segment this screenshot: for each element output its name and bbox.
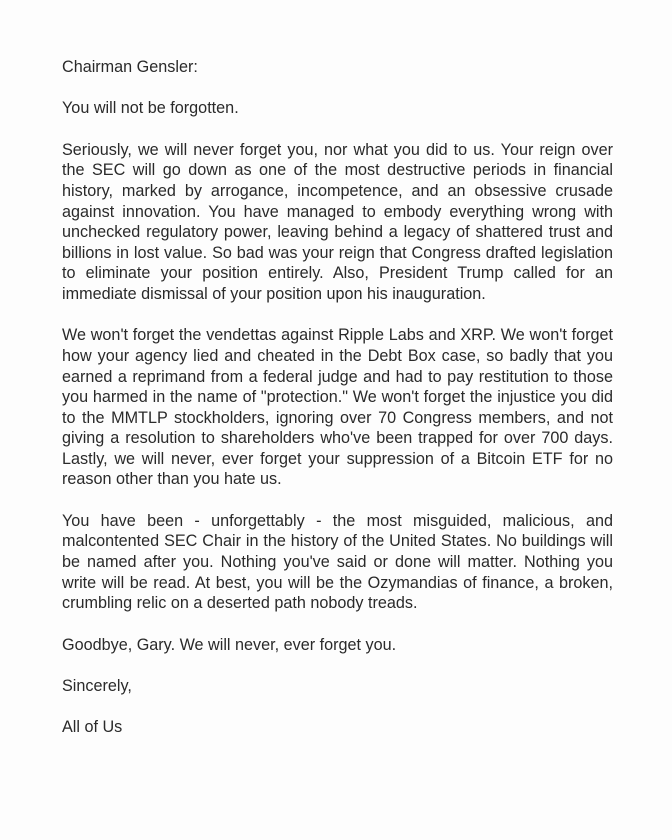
paragraph-grievances: We won't forget the vendettas against Ripple Labs and XRP. We won't forget how your agency lied and cheated in the Debt Box case, so badly that you earned a reprimand from a federal judge and had to pay restitution to those you harmed in the name of "protection." We won't forget the injustice you did to the MMTLP stockholders, ignoring over 70 Congress members, and not giving a resolution to shareholders who've been trapped for over 700 days. Lastly, we will never, ever forget your suppression of a Bitcoin ETF for no reason other than you hate us.	[62, 326, 613, 489]
paragraph-legacy: You have been - unforgettably - the most misguided, malicious, and malcontented SEC Chair in the history of the United States. No buildings will be named after you. Nothing you've said or done will matter. Nothing you write will be read. At best, you will be the Ozymandias of finance, a broken, crumbling relic on a deserted path nobody treads.	[62, 511, 613, 613]
letter-body	[62, 57, 613, 738]
paragraph-gensler-reign: Seriously, we will never forget you, nor what you did to us. Your reign over the SEC will go down as one of the most destructive periods in financial history, marked by arrogance, incompetence, and an obsessive crusade against innovation. You have managed to embody everything wrong with unchecked regulatory power, leaving behind a legacy of shattered trust and billions in lost value. So bad was your reign that Congress drafted legislation to eliminate your position entirely. Also, President Trump called for an immediate dismissal of your position upon his inauguration.	[62, 140, 613, 303]
closing: Sincerely,	[62, 677, 132, 696]
farewell-line: Goodbye, Gary. We will never, ever forget you.	[62, 635, 397, 654]
salutation: Chairman Gensler:	[62, 58, 198, 76]
signature: All of Us	[62, 718, 123, 737]
opening-line: You will not be forgotten.	[62, 99, 239, 118]
